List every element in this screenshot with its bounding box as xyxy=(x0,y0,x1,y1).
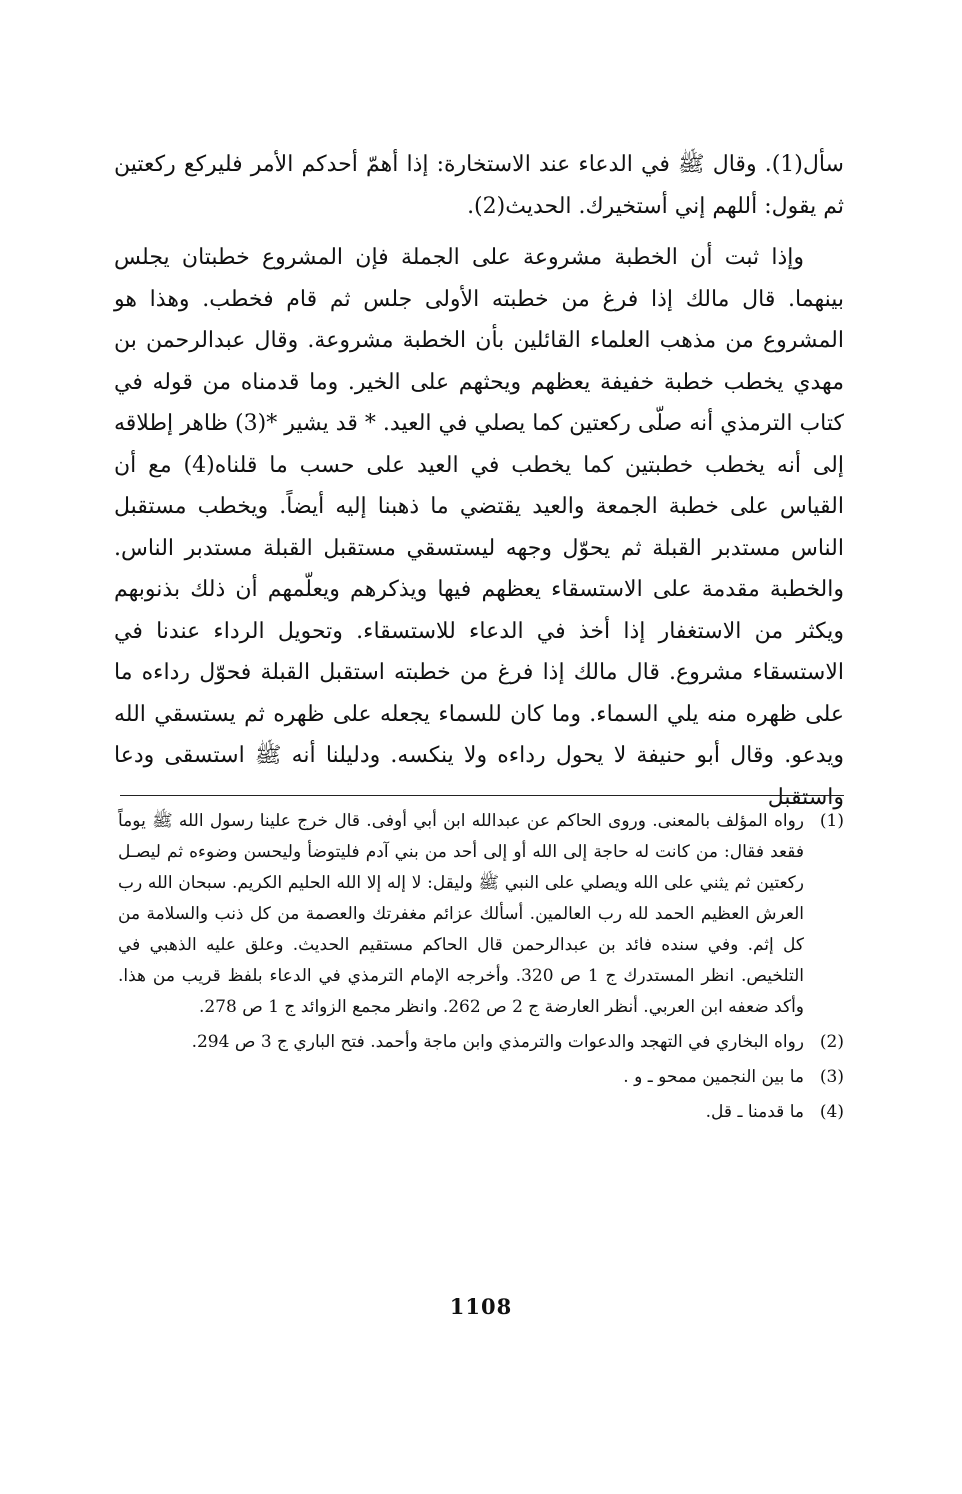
main-text xyxy=(114,144,844,818)
footnote-number: (3) xyxy=(819,1067,844,1087)
footnote-text: رواه المؤلف بالمعنى. وروى الحاكم عن عبدالله ابن أبي أوفى. قال خرج علينا رسول الله ﷺ يوماً فقعد فقال: من كانت له حاجة إلى الله أو إلى أحد من بني آدم فليتوضأ وليحسن وضوءه ثم ليصـل ركعتين ثم يثني على الله ويصلي على النبي ﷺ وليقل: لا إله إلا الله الحليم الكريم. سبحان الله رب العرش العظيم الحمد لله رب العالمين. أسألك عزائم مغفرتك والعصمة من كل ذنب والسلامة من كل إثم. وفي سنده فائد بن عبدالرحمن قال الحاكم مستقيم الحديث. وعلق عليه الذهبي في التلخيص. انظر المستدرك ج 1 ص 320. وأخرجه الإمام الترمذي في الدعاء بلفظ قريب من هذا. وأكد ضعفه ابن العربي. أنظر العارضة ج 2 ص 262. وانظر مجمع الزوائد ج 1 ص 278. xyxy=(118,811,804,1017)
footnote-2 xyxy=(118,1027,844,1058)
body-paragraph-1: سأل(1). وقال ﷺ في الدعاء عند الاستخارة: إذا أهمّ أحدكم الأمر فليركع ركعتين ثم يقول: أللهم إني أستخيرك. الحديث(2). xyxy=(114,152,844,219)
footnote-text: رواه البخاري في التهجد والدعوات والترمذي وابن ماجة وأحمد. فتح الباري ج 3 ص 294. xyxy=(191,1032,804,1052)
footnote-number: (2) xyxy=(819,1032,844,1052)
page-number: 1108 xyxy=(449,1294,513,1319)
footnote-1 xyxy=(118,806,844,1023)
footnotes xyxy=(118,806,844,1132)
footnote-text: ما بين النجمين ممحو ـ و . xyxy=(623,1067,804,1087)
footnote-divider xyxy=(120,795,844,796)
footnote-3 xyxy=(118,1062,844,1093)
footnote-4 xyxy=(118,1097,844,1128)
footnote-text: ما قدمنا ـ قل. xyxy=(705,1102,804,1122)
footnote-number: (4) xyxy=(819,1102,844,1122)
body-paragraph-2: وإذا ثبت أن الخطبة مشروعة على الجملة فإن المشروع خطبتان يجلس بينهما. قال مالك إذا فرغ من خطبته الأولى جلس ثم قام فخطب. وهذا هو المشروع من مذهب العلماء القائلين بأن الخطبة مشروعة. وقال عبدالرحمن بن مهدي يخطب خطبة خفيفة يعظهم ويحثهم على الخير. وما قدمناه من قوله في كتاب الترمذي أنه صلّى ركعتين كما يصلي في العيد. * قد يشير *(3) ظاهر إطلاقه إلى أنه يخطب خطبتين كما يخطب في العيد على حسب ما قلناه(4) مع أن القياس على خطبة الجمعة والعيد يقتضي ما ذهبنا إليه أيضاً. ويخطب مستقبل الناس مستدبر القبلة ثم يحوّل وجهه ليستسقي مستقبل القبلة مستدبر الناس. والخطبة مقدمة على الاستسقاء يعظهم فيها ويذكرهم ويعلّمهم أن ذلك بذنوبهم ويكثر من الاستغفار إذا أخذ في الدعاء للاستسقاء. وتحويل الرداء عندنا في الاستسقاء مشروع. قال مالك إذا فرغ من خطبته استقبل القبلة فحوّل رداءه ما على ظهره منه يلي السماء. وما كان للسماء يجعله على ظهره ثم يستسقي الله ويدعو. وقال أبو حنيفة لا يحول رداءه ولا ينكسه. ودليلنا أنه ﷺ استسقى ودعا واستقبل xyxy=(114,245,844,810)
footnote-number: (1) xyxy=(819,811,844,831)
